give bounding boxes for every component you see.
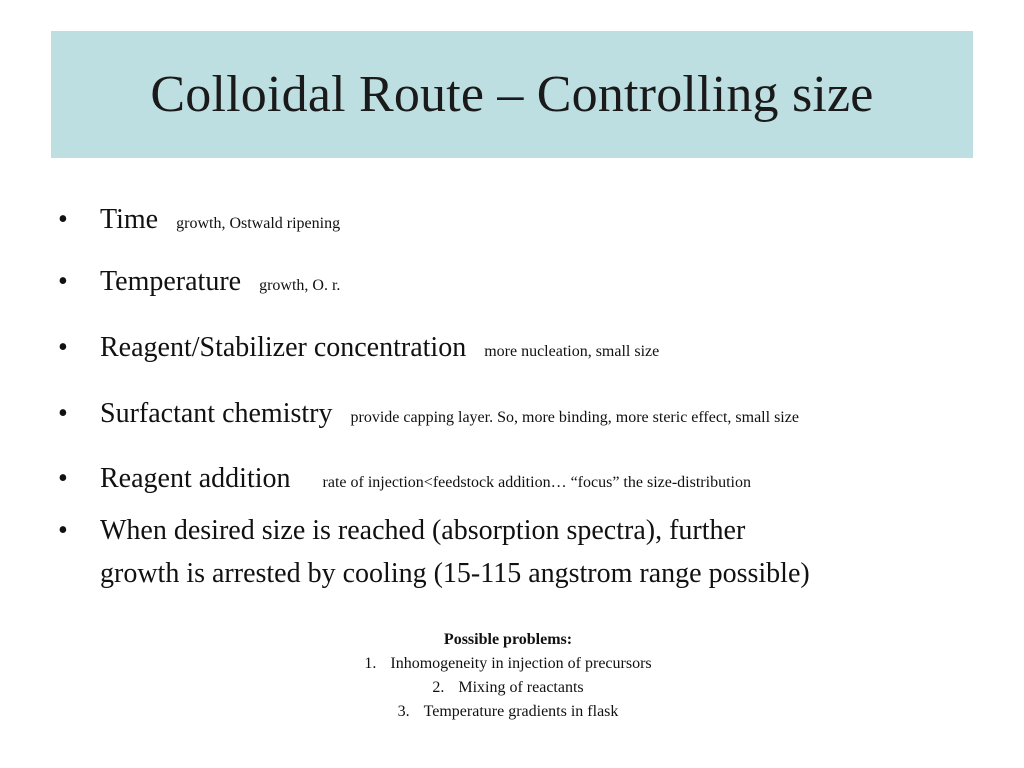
possible-problems-block — [0, 628, 1016, 724]
bullet-label: Time — [100, 204, 159, 235]
problem-item — [0, 700, 1016, 724]
bullet-note: provide capping layer. So, more binding, more steric effect, small size — [350, 409, 799, 426]
bullet-note: more nucleation, small size — [484, 343, 660, 360]
bullet-note: growth, O. r. — [259, 277, 341, 294]
bullet-main-text — [100, 334, 659, 362]
problem-number: 3. — [397, 703, 410, 720]
bullet-label: Reagent/Stabilizer concentration — [100, 332, 467, 363]
problem-number: 1. — [364, 655, 377, 672]
bullet-label: Surfactant chemistry — [100, 398, 333, 429]
bullet-label: Reagent addition — [100, 463, 291, 494]
problem-text: Inhomogeneity in injection of precursors — [390, 655, 652, 672]
problem-text: Mixing of reactants — [458, 679, 584, 696]
bullet-main-text — [100, 206, 340, 234]
bullet-dot: • — [58, 266, 68, 297]
bullet-dot: • — [58, 515, 68, 546]
bullet-main-text — [100, 465, 751, 493]
problem-text: Temperature gradients in flask — [423, 703, 619, 720]
bullet-label: Temperature — [100, 266, 242, 297]
bullet-dot: • — [58, 398, 68, 429]
problem-item — [0, 676, 1016, 700]
problems-heading: Possible problems: — [443, 631, 573, 648]
bullet-note: rate of injection<feedstock addition… “focus” the size-distribution — [322, 474, 751, 491]
slide-title: Colloidal Route – Controlling size — [150, 66, 874, 123]
bullet-dot: • — [58, 204, 68, 235]
bullet-note: growth, Ostwald ripening — [176, 215, 341, 232]
bullet-dot: • — [58, 332, 68, 363]
bullet-main-text — [100, 268, 340, 296]
bullet-line-1: When desired size is reached (absorption spectra), further — [100, 515, 746, 546]
bullet-line-2: growth is arrested by cooling (15-115 angstrom range possible) — [100, 558, 810, 589]
title-banner — [51, 31, 973, 158]
bullet-dot: • — [58, 463, 68, 494]
problem-item — [0, 652, 1016, 676]
problem-number: 2. — [432, 679, 445, 696]
bullet-main-text — [100, 400, 799, 428]
